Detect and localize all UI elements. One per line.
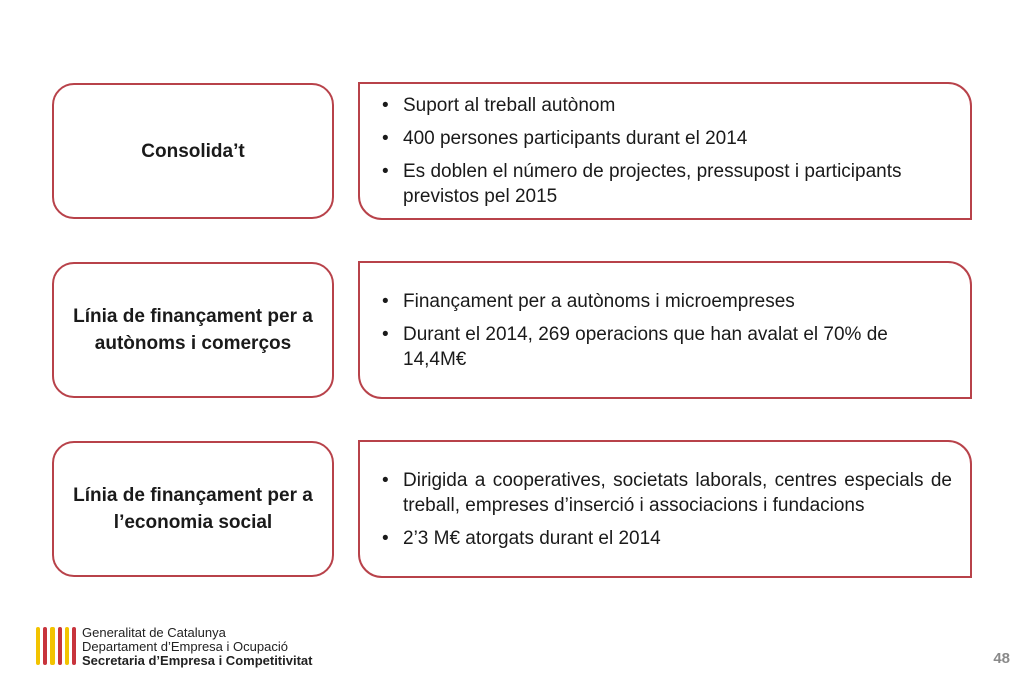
bullet-item: • Es doblen el número de projectes, pressupost i participants previstos pel 2015	[378, 159, 952, 209]
logo-stripe	[36, 627, 40, 665]
logo-stripe	[50, 627, 54, 665]
bullet-list	[378, 93, 952, 209]
label-box-economia-social	[52, 441, 334, 577]
logo-stripe	[43, 627, 47, 665]
logo-stripe	[58, 627, 62, 665]
content-box-economia-social	[358, 440, 972, 578]
bullet-item: • Finançament per a autònoms i microempreses	[378, 289, 952, 314]
bullet-item: • Suport al treball autònom	[378, 93, 952, 118]
footer-line-3: Secretaria d’Empresa i Competitivitat	[82, 653, 313, 668]
label-box-autonoms	[52, 262, 334, 398]
row-label: Línia de finançament per a autònoms i comerços	[73, 306, 313, 354]
content-box-consolidat	[358, 82, 972, 220]
label-box-consolidat	[52, 83, 334, 219]
bullet-item: • Durant el 2014, 269 operacions que han avalat el 70% de 14,4M€	[378, 322, 952, 372]
bullet-item: • 400 persones participants durant el 2014	[378, 126, 952, 151]
footer-organization	[82, 626, 312, 668]
logo-stripe	[65, 627, 69, 665]
footer-line-2: Departament d’Empresa i Ocupació	[82, 639, 288, 654]
row-label: Línia de finançament per a l’economia social	[73, 485, 313, 533]
bullet-list	[378, 289, 952, 372]
senyera-stripes-icon	[36, 627, 76, 665]
footer-line-1: Generalitat de Catalunya	[82, 625, 226, 640]
bullet-list	[378, 468, 952, 551]
row-label: Consolida’t	[141, 140, 245, 162]
page-number: 48	[993, 650, 1010, 667]
bullet-item: • 2’3 M€ atorgats durant el 2014	[378, 526, 952, 551]
logo-stripe	[72, 627, 76, 665]
content-box-autonoms	[358, 261, 972, 399]
bullet-item: • Dirigida a cooperatives, societats laborals, centres especials de treball, empreses d’inserció i associacions i fundacions	[378, 468, 952, 518]
